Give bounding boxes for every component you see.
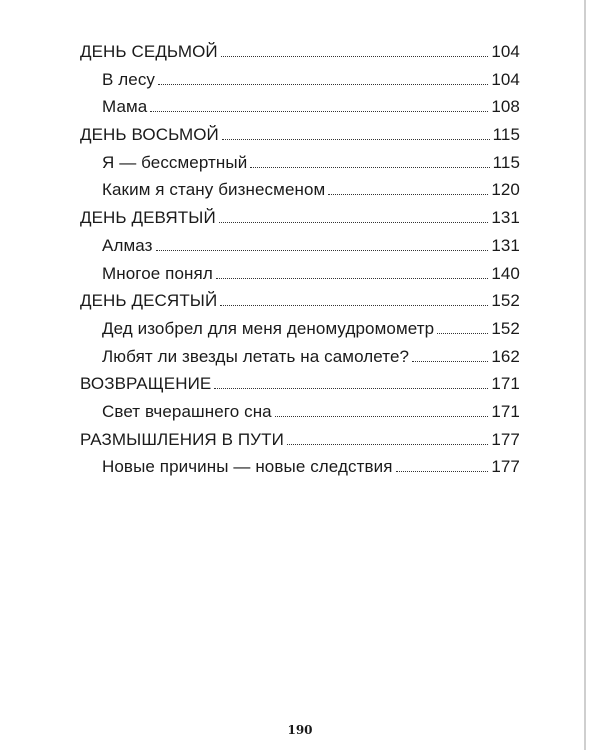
toc-entry — [80, 430, 520, 458]
toc-entry — [80, 402, 520, 430]
toc-entry-title: Свет вчерашнего сна — [102, 401, 272, 421]
toc-entry — [80, 457, 520, 485]
toc-entry-page: 140 — [491, 263, 520, 283]
toc-entry-page: 104 — [491, 42, 520, 61]
table-of-contents — [80, 42, 520, 485]
toc-entry — [80, 264, 520, 292]
toc-entry-page: 115 — [492, 152, 520, 172]
toc-leader-dots — [214, 388, 488, 389]
toc-entry — [80, 374, 520, 402]
toc-entry-page: 162 — [491, 346, 520, 366]
toc-entry — [80, 153, 520, 181]
toc-entry-title: Дед изобрел для меня деномудромометр — [102, 318, 435, 338]
toc-entry-title: Новые причины — новые следствия — [102, 457, 393, 477]
toc-leader-dots — [221, 56, 489, 57]
toc-leader-dots — [250, 167, 489, 168]
toc-entry — [80, 236, 520, 264]
toc-entry — [80, 97, 520, 125]
toc-entry — [80, 180, 520, 208]
toc-entry-page: 177 — [491, 457, 520, 477]
toc-entry-title: ДЕНЬ ДЕСЯТЫЙ — [80, 291, 218, 311]
toc-entry-page: 152 — [491, 291, 520, 311]
toc-entry-title: РАЗМЫШЛЕНИЯ В ПУТИ — [80, 429, 284, 449]
toc-entry-title: Я — бессмертный — [102, 152, 248, 172]
page-number: 190 — [287, 723, 313, 737]
toc-entry-page: 152 — [491, 318, 520, 338]
toc-entry-page: 104 — [491, 69, 520, 89]
toc-leader-dots — [158, 84, 488, 85]
toc-entry-title: Алмаз — [102, 235, 153, 255]
toc-leader-dots — [287, 444, 488, 445]
toc-entry-title: В лесу — [102, 69, 156, 89]
toc-entry-page: 177 — [491, 429, 520, 449]
toc-entry — [80, 125, 520, 153]
toc-entry-page: 131 — [491, 208, 520, 228]
toc-leader-dots — [396, 471, 489, 472]
toc-entry-page: 171 — [491, 374, 520, 394]
toc-entry-title: ДЕНЬ ДЕВЯТЫЙ — [80, 208, 216, 228]
toc-leader-dots — [220, 305, 488, 306]
toc-leader-dots — [412, 361, 488, 362]
toc-entry-page: 120 — [491, 180, 520, 200]
toc-entry — [80, 347, 520, 375]
toc-entry-page: 115 — [492, 125, 520, 145]
toc-entry-title: Мама — [102, 97, 148, 117]
toc-entry-page: 131 — [491, 235, 520, 255]
page-edge-shadow — [584, 0, 586, 750]
toc-entry-title: Каким я стану бизнесменом — [102, 180, 326, 200]
toc-entry — [80, 291, 520, 319]
toc-leader-dots — [328, 194, 488, 195]
toc-entry-title: ДЕНЬ СЕДЬМОЙ — [80, 42, 218, 61]
toc-entry — [80, 42, 520, 70]
toc-entry-page: 108 — [491, 97, 520, 117]
toc-leader-dots — [275, 416, 489, 417]
toc-leader-dots — [156, 250, 489, 251]
toc-leader-dots — [150, 111, 488, 112]
toc-leader-dots — [222, 139, 490, 140]
toc-entry-title: Любят ли звезды летать на самолете? — [102, 346, 410, 366]
toc-entry-title: Многое понял — [102, 263, 213, 283]
toc-entry-page: 171 — [491, 401, 520, 421]
toc-leader-dots — [219, 222, 489, 223]
toc-entry — [80, 70, 520, 98]
toc-leader-dots — [437, 333, 488, 334]
toc-entry-title: ДЕНЬ ВОСЬМОЙ — [80, 125, 219, 145]
toc-leader-dots — [216, 278, 488, 279]
toc-entry — [80, 319, 520, 347]
toc-entry — [80, 208, 520, 236]
toc-entry-title: ВОЗВРАЩЕНИЕ — [80, 374, 212, 394]
